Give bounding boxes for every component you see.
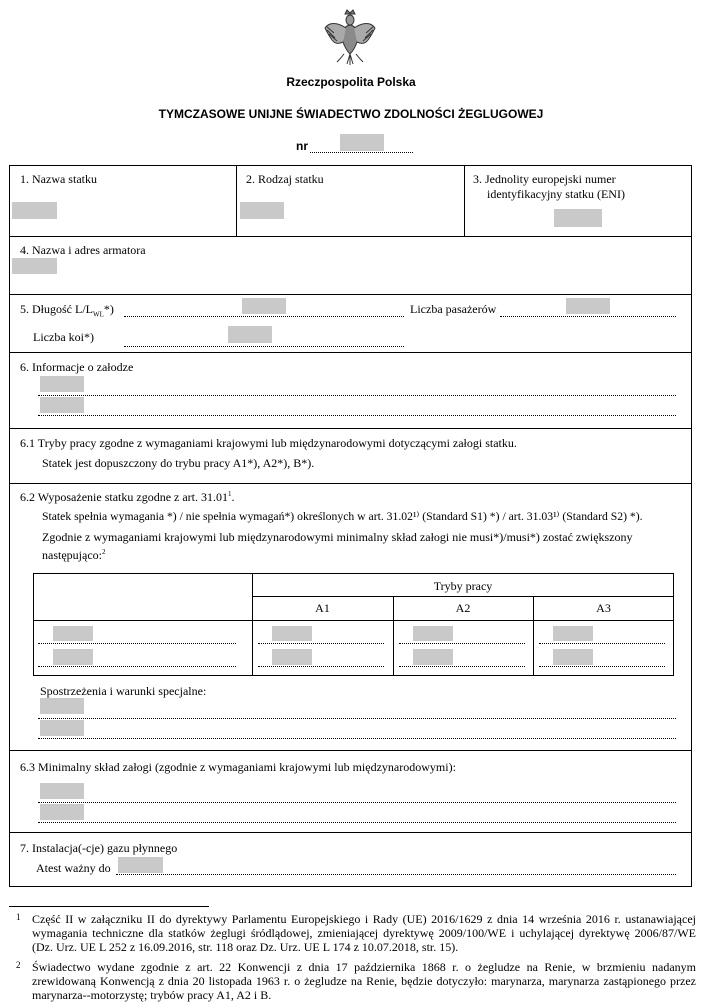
nr-label: nr: [296, 139, 308, 153]
gas-installation-label: 7. Instalacja(-cje) gazu płynnego: [20, 841, 178, 855]
footnote-number: 1: [16, 912, 21, 922]
length-label: [20, 302, 114, 319]
equipment-label-suffix: .: [231, 490, 235, 504]
divider: [9, 352, 692, 353]
length-label-subscript: WL: [93, 310, 104, 319]
remarks-dotted-line: [38, 718, 676, 719]
eni-label-line2: identyfikacyjny statku (ENI): [487, 187, 625, 201]
divider: [9, 236, 692, 237]
divider: [9, 294, 692, 295]
table-column-a1: A1: [315, 601, 330, 615]
length-label-text: 5. Długość L/L: [20, 302, 93, 316]
table-cell-field[interactable]: [53, 649, 93, 665]
minimum-crew-dotted-line: [38, 822, 676, 823]
standards-statement: Statek spełnia wymagania *) / nie spełnia wymagań*) określonych w art. 31.02¹⁾ (Standard S1) *) / art. 31.03¹⁾ (Standard S2) *).: [42, 510, 643, 523]
ship-name-field[interactable]: [12, 202, 57, 219]
remarks-field[interactable]: [40, 698, 84, 714]
length-label-suffix: *): [103, 302, 114, 316]
berths-label: Liczba koi*): [33, 330, 94, 344]
certificate-valid-field[interactable]: [118, 857, 163, 873]
table-dotted-line: [539, 643, 665, 644]
table-cell-field[interactable]: [553, 649, 593, 665]
divider: [236, 165, 237, 236]
divider: [252, 596, 674, 597]
crew-increase-following-text: następująco:: [42, 548, 102, 562]
table-header-modes: Tryby pracy: [433, 579, 493, 593]
divider: [9, 428, 692, 429]
minimum-crew-field[interactable]: [40, 783, 84, 799]
equipment-label: [20, 490, 235, 504]
table-dotted-line: [258, 643, 384, 644]
remarks-dotted-line: [38, 738, 676, 739]
divider: [464, 165, 465, 236]
table-column-a2: A2: [455, 601, 471, 615]
certificate-valid-dotted-line: [116, 874, 676, 875]
eagle-emblem-icon: [323, 8, 377, 66]
footnote-separator: [9, 906, 209, 907]
crew-increase-statement: Zgodnie z wymaganiami krajowymi lub międzynarodowymi minimalny skład załogi nie musi*)/musi*) zostać zwiększony: [42, 530, 633, 544]
footnote-text: Świadectwo wydane zgodnie z art. 22 Konwencji z dnia 17 października 1868 r. o żegludze na Renie, w brzmieniu nadanym zrewidowaną Konwencją z dnia 20 listopada 1963 r. o żegludze na Renie, będzie dotyczyło: marynarza, marynarza zastąpionego przez marynarza--motorzystę; trybów pracy A1, A2 i B.: [32, 960, 696, 1002]
footnote-text: Część II w załączniku II do dyrektywy Parlamentu Europejskiego i Rady (UE) 2016/1629 z dnia 14 września 2016 r. ustanawiającej wymagania techniczne dla statków żeglugi śródlądowej, zmieniającej dyrektywę 2009/100/WE i uchylającej dyrektywę 2006/87/WE (Dz. Urz. UE L 252 z 16.09.2016, str. 118 oraz Dz. Urz. UE L 174 z 10.07.2018, str. 15).: [32, 912, 696, 954]
divider: [9, 483, 692, 484]
passengers-label: Liczba pasażerów: [410, 302, 497, 316]
page-title: TYMCZASOWE UNIJNE ŚWIADECTWO ZDOLNOŚCI ŻEGLUGOWEJ: [158, 107, 544, 121]
minimum-crew-field[interactable]: [40, 804, 84, 820]
footnote-ref: 1: [228, 490, 232, 498]
ship-type-label: 2. Rodzaj statku: [246, 172, 324, 186]
length-field[interactable]: [242, 298, 286, 314]
divider: [9, 832, 692, 833]
form-frame: [9, 165, 692, 887]
crew-info-dotted-line: [38, 395, 676, 396]
table-cell-field[interactable]: [53, 626, 93, 641]
table-dotted-line: [38, 643, 236, 644]
crew-info-field[interactable]: [40, 376, 84, 392]
footnote-ref: 2: [101, 548, 106, 556]
ship-type-field[interactable]: [240, 202, 284, 219]
table-column-a3: A3: [596, 601, 611, 615]
table-cell-field[interactable]: [413, 649, 453, 665]
country-name: Rzeczpospolita Polska: [286, 75, 416, 89]
passengers-dotted-line: [500, 316, 676, 317]
operating-modes-label: 6.1 Tryby pracy zgodne z wymaganiami krajowymi lub międzynarodowymi dotyczącymi załogi statku.: [20, 436, 517, 450]
table-dotted-line: [38, 666, 236, 667]
certificate-valid-label: Atest ważny do: [36, 861, 111, 875]
eni-label-line1: 3. Jednolity europejski numer: [473, 172, 616, 186]
table-dotted-line: [399, 643, 525, 644]
crew-info-field[interactable]: [40, 397, 84, 413]
eni-field[interactable]: [554, 209, 602, 227]
owner-label: 4. Nazwa i adres armatora: [20, 243, 146, 257]
table-dotted-line: [399, 666, 525, 667]
berths-dotted-line: [124, 346, 404, 347]
crew-info-label: 6. Informacje o załodze: [20, 360, 134, 374]
length-dotted-line: [124, 316, 404, 317]
table-cell-field[interactable]: [413, 626, 453, 641]
passengers-field[interactable]: [566, 298, 610, 314]
divider: [9, 750, 692, 751]
remarks-field[interactable]: [40, 720, 84, 736]
nr-field[interactable]: [340, 134, 384, 151]
owner-field[interactable]: [12, 258, 57, 274]
footnote-number: 2: [16, 960, 21, 970]
table-cell-field[interactable]: [272, 649, 312, 665]
equipment-label-text: 6.2 Wyposażenie statku zgodne z art. 31.01: [20, 490, 228, 504]
crew-info-dotted-line: [38, 415, 676, 416]
table-cell-field[interactable]: [272, 626, 312, 641]
divider: [33, 620, 674, 621]
minimum-crew-label: 6.3 Minimalny skład załogi (zgodnie z wymaganiami krajowymi lub międzynarodowymi):: [20, 760, 456, 774]
operating-modes-permitted: Statek jest dopuszczony do trybu pracy A1*), A2*), B*).: [42, 456, 315, 470]
berths-field[interactable]: [228, 326, 272, 343]
nr-dotted-line: [310, 152, 413, 153]
table-cell-field[interactable]: [553, 626, 593, 641]
crew-increase-following: [42, 548, 105, 562]
table-dotted-line: [258, 666, 384, 667]
table-dotted-line: [539, 666, 665, 667]
minimum-crew-dotted-line: [38, 802, 676, 803]
remarks-label: Spostrzeżenia i warunki specjalne:: [40, 684, 207, 698]
ship-name-label: 1. Nazwa statku: [20, 172, 97, 186]
